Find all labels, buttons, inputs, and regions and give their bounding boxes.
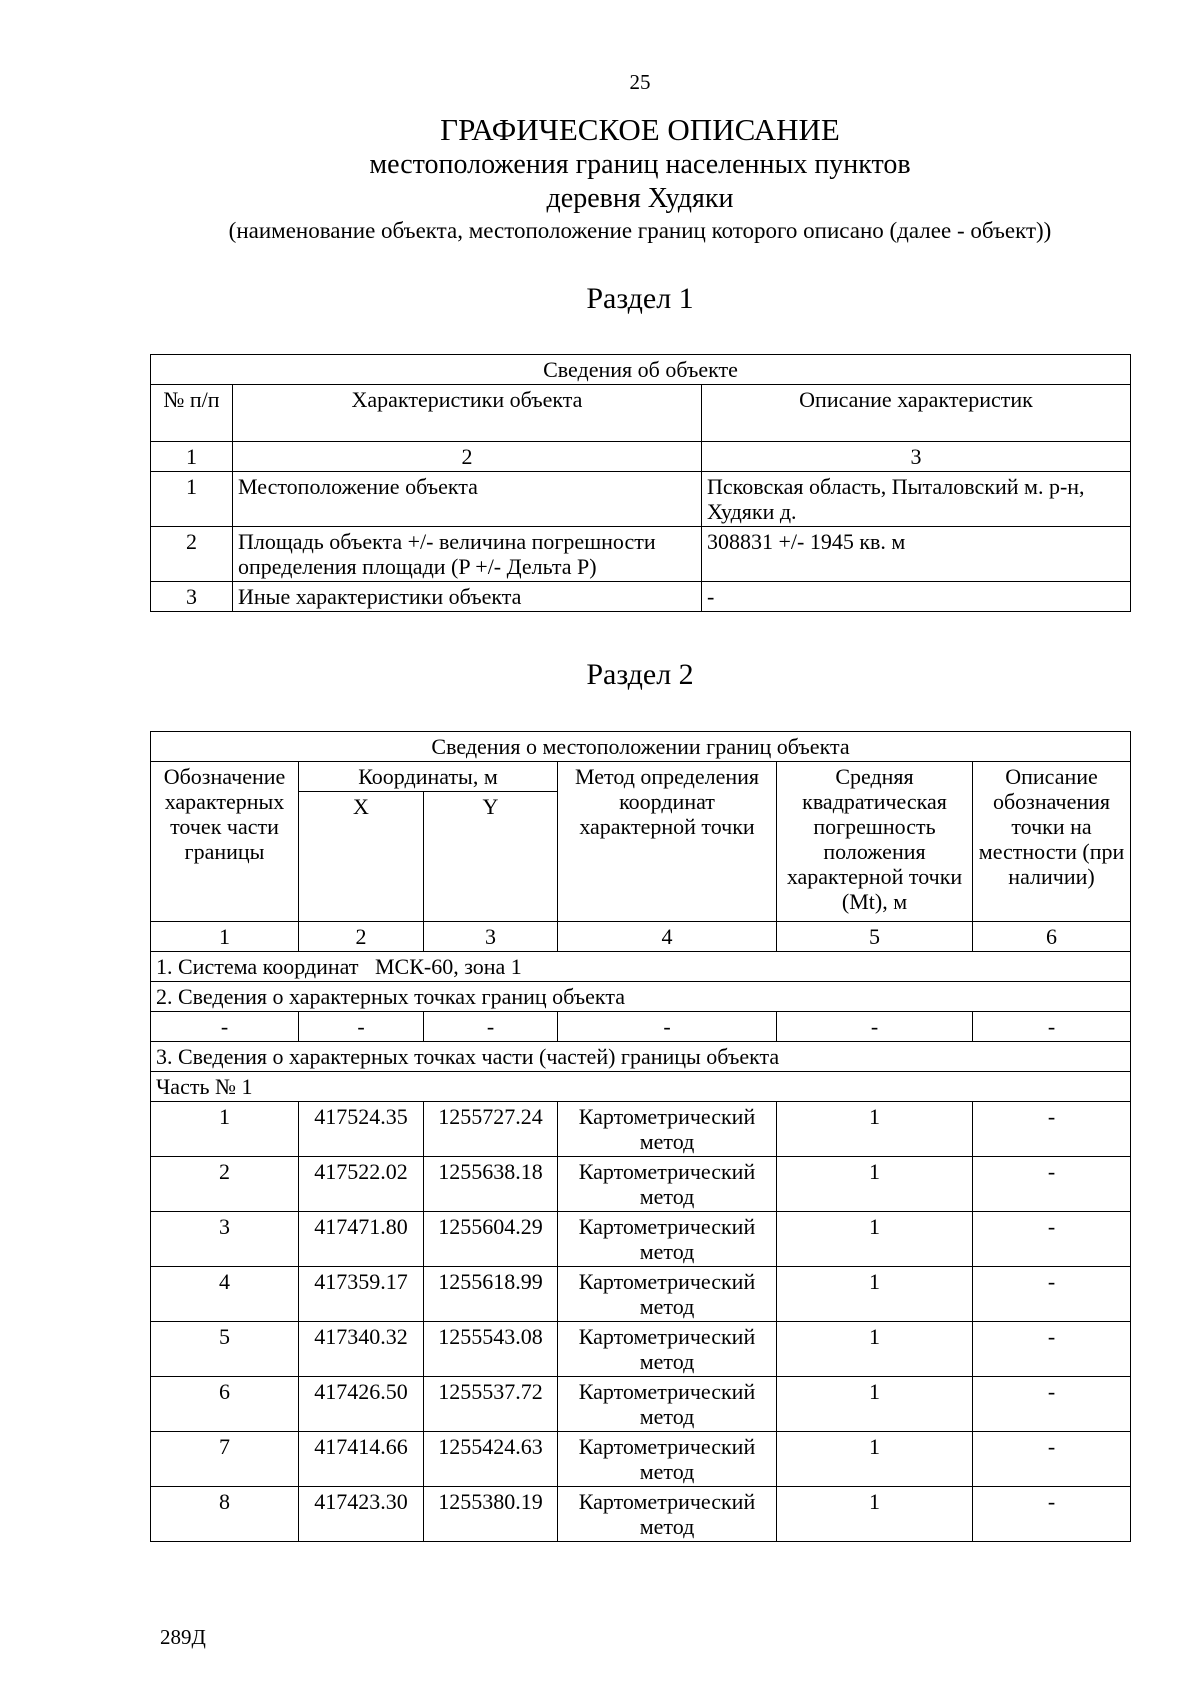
point-number: 8 (151, 1487, 299, 1542)
coordinate-y: 1255380.19 (424, 1487, 558, 1542)
object-name-caption: (наименование объекта, местоположение границ которого описано (далее - объект)) (228, 218, 1052, 243)
table-title-row (151, 355, 1131, 385)
table-row (151, 1157, 1131, 1212)
empty-cell: - (299, 1012, 424, 1042)
part-label-row (151, 1072, 1131, 1102)
coordinate-y: 1255604.29 (424, 1212, 558, 1267)
coordinate-x: 417524.35 (299, 1102, 424, 1157)
table-row (151, 1102, 1131, 1157)
table-row (151, 1432, 1131, 1487)
method-cell: Картометрический метод (558, 1377, 777, 1432)
method-cell: Картометрический метод (558, 1157, 777, 1212)
table-row (151, 1212, 1131, 1267)
column-number: 1 (151, 442, 233, 472)
points-body (151, 1102, 1131, 1542)
point-description: - (973, 1157, 1131, 1212)
method-cell: Картометрический метод (558, 1212, 777, 1267)
point-description: - (973, 1102, 1131, 1157)
table-row (151, 1322, 1131, 1377)
accuracy-cell: 1 (777, 1267, 973, 1322)
footer-code: 289Д (160, 1625, 206, 1649)
section1-heading: Раздел 1 (586, 282, 694, 315)
accuracy-cell: 1 (777, 1487, 973, 1542)
column-header-y: Y (424, 792, 558, 922)
method-cell: Картометрический метод (558, 1432, 777, 1487)
column-number-row (151, 442, 1131, 472)
object-info-table (150, 354, 1131, 612)
column-header-accuracy: Средняя квадратическая погрешность положения характерной точки (Mt), м (777, 762, 973, 922)
column-number: 6 (973, 922, 1131, 952)
coordinate-x: 417414.66 (299, 1432, 424, 1487)
document-title: ГРАФИЧЕСКОЕ ОПИСАНИЕ (440, 112, 840, 147)
empty-cell: - (151, 1012, 299, 1042)
point-description: - (973, 1212, 1131, 1267)
coordinate-system: 1. Система координат МСК-60, зона 1 (151, 952, 1131, 982)
accuracy-cell: 1 (777, 1212, 973, 1267)
column-number: 1 (151, 922, 299, 952)
coordinate-x: 417426.50 (299, 1377, 424, 1432)
accuracy-cell: 1 (777, 1432, 973, 1487)
method-cell: Картометрический метод (558, 1322, 777, 1377)
boundary-points-title: 2. Сведения о характерных точках границ объекта (151, 982, 1131, 1012)
table-title: Сведения об объекте (151, 355, 1131, 385)
column-number-row (151, 922, 1131, 952)
column-number: 3 (702, 442, 1131, 472)
empty-cell: - (777, 1012, 973, 1042)
coordinate-y: 1255424.63 (424, 1432, 558, 1487)
point-number: 4 (151, 1267, 299, 1322)
characteristic-cell: Площадь объекта +/- величина погрешности определения площади (P +/- Дельта P) (233, 527, 702, 582)
column-number: 2 (233, 442, 702, 472)
column-number: 4 (558, 922, 777, 952)
point-number: 5 (151, 1322, 299, 1377)
table-header-row (151, 762, 1131, 792)
column-number: 5 (777, 922, 973, 952)
column-header-x: X (299, 792, 424, 922)
part-points-title: 3. Сведения о характерных точках части (частей) границы объекта (151, 1042, 1131, 1072)
document-subtitle: местоположения границ населенных пунктов (369, 149, 911, 180)
section2-heading: Раздел 2 (586, 658, 694, 691)
point-number: 1 (151, 1102, 299, 1157)
point-number: 7 (151, 1432, 299, 1487)
column-header-designation: Обозначение характерных точек части границы (151, 762, 299, 922)
column-header-coordinates: Координаты, м (299, 762, 558, 792)
coordinate-x: 417522.02 (299, 1157, 424, 1212)
characteristic-cell: Иные характеристики объекта (233, 582, 702, 612)
table-header-row (151, 385, 1131, 442)
description-cell: Псковская область, Пыталовский м. р-н, Худяки д. (702, 472, 1131, 527)
coordinate-y: 1255638.18 (424, 1157, 558, 1212)
part-label: Часть № 1 (151, 1072, 1131, 1102)
description-cell: - (702, 582, 1131, 612)
point-number: 2 (151, 1157, 299, 1212)
table-row (151, 472, 1131, 527)
column-header-description: Описание обозначения точки на местности (при наличии) (973, 762, 1131, 922)
point-number: 6 (151, 1377, 299, 1432)
point-description: - (973, 1432, 1131, 1487)
table-row (151, 1487, 1131, 1542)
boundary-points-table (150, 731, 1131, 1542)
table-title: Сведения о местоположении границ объекта (151, 732, 1131, 762)
page-number: 25 (629, 70, 651, 94)
coordinate-y: 1255543.08 (424, 1322, 558, 1377)
table-row (151, 1267, 1131, 1322)
coordinate-y: 1255727.24 (424, 1102, 558, 1157)
coordinate-y: 1255537.72 (424, 1377, 558, 1432)
object-name: деревня Худяки (546, 183, 734, 214)
method-cell: Картометрический метод (558, 1102, 777, 1157)
empty-cell: - (424, 1012, 558, 1042)
column-number: 2 (299, 922, 424, 952)
accuracy-cell: 1 (777, 1157, 973, 1212)
accuracy-cell: 1 (777, 1377, 973, 1432)
description-cell: 308831 +/- 1945 кв. м (702, 527, 1131, 582)
boundary-points-title-row (151, 982, 1131, 1012)
method-cell: Картометрический метод (558, 1487, 777, 1542)
table-row (151, 582, 1131, 612)
coordinate-system-row (151, 952, 1131, 982)
row-number: 3 (151, 582, 233, 612)
point-description: - (973, 1267, 1131, 1322)
column-header: № п/п (151, 385, 233, 442)
title-block (0, 112, 1200, 246)
point-description: - (973, 1377, 1131, 1432)
point-description: - (973, 1487, 1131, 1542)
empty-cell: - (558, 1012, 777, 1042)
table-title-row (151, 732, 1131, 762)
column-header: Характеристики объекта (233, 385, 702, 442)
coordinate-x: 417359.17 (299, 1267, 424, 1322)
boundary-points-empty-row (151, 1012, 1131, 1042)
characteristic-cell: Местоположение объекта (233, 472, 702, 527)
coordinate-x: 417340.32 (299, 1322, 424, 1377)
point-number: 3 (151, 1212, 299, 1267)
row-number: 1 (151, 472, 233, 527)
row-number: 2 (151, 527, 233, 582)
table-row (151, 1377, 1131, 1432)
accuracy-cell: 1 (777, 1102, 973, 1157)
method-cell: Картометрический метод (558, 1267, 777, 1322)
accuracy-cell: 1 (777, 1322, 973, 1377)
coordinate-x: 417423.30 (299, 1487, 424, 1542)
empty-cell: - (973, 1012, 1131, 1042)
table-row (151, 527, 1131, 582)
point-description: - (973, 1322, 1131, 1377)
coordinate-x: 417471.80 (299, 1212, 424, 1267)
column-number: 3 (424, 922, 558, 952)
coordinate-y: 1255618.99 (424, 1267, 558, 1322)
part-points-title-row (151, 1042, 1131, 1072)
column-header-method: Метод определения координат характерной точки (558, 762, 777, 922)
column-header: Описание характеристик (702, 385, 1131, 442)
